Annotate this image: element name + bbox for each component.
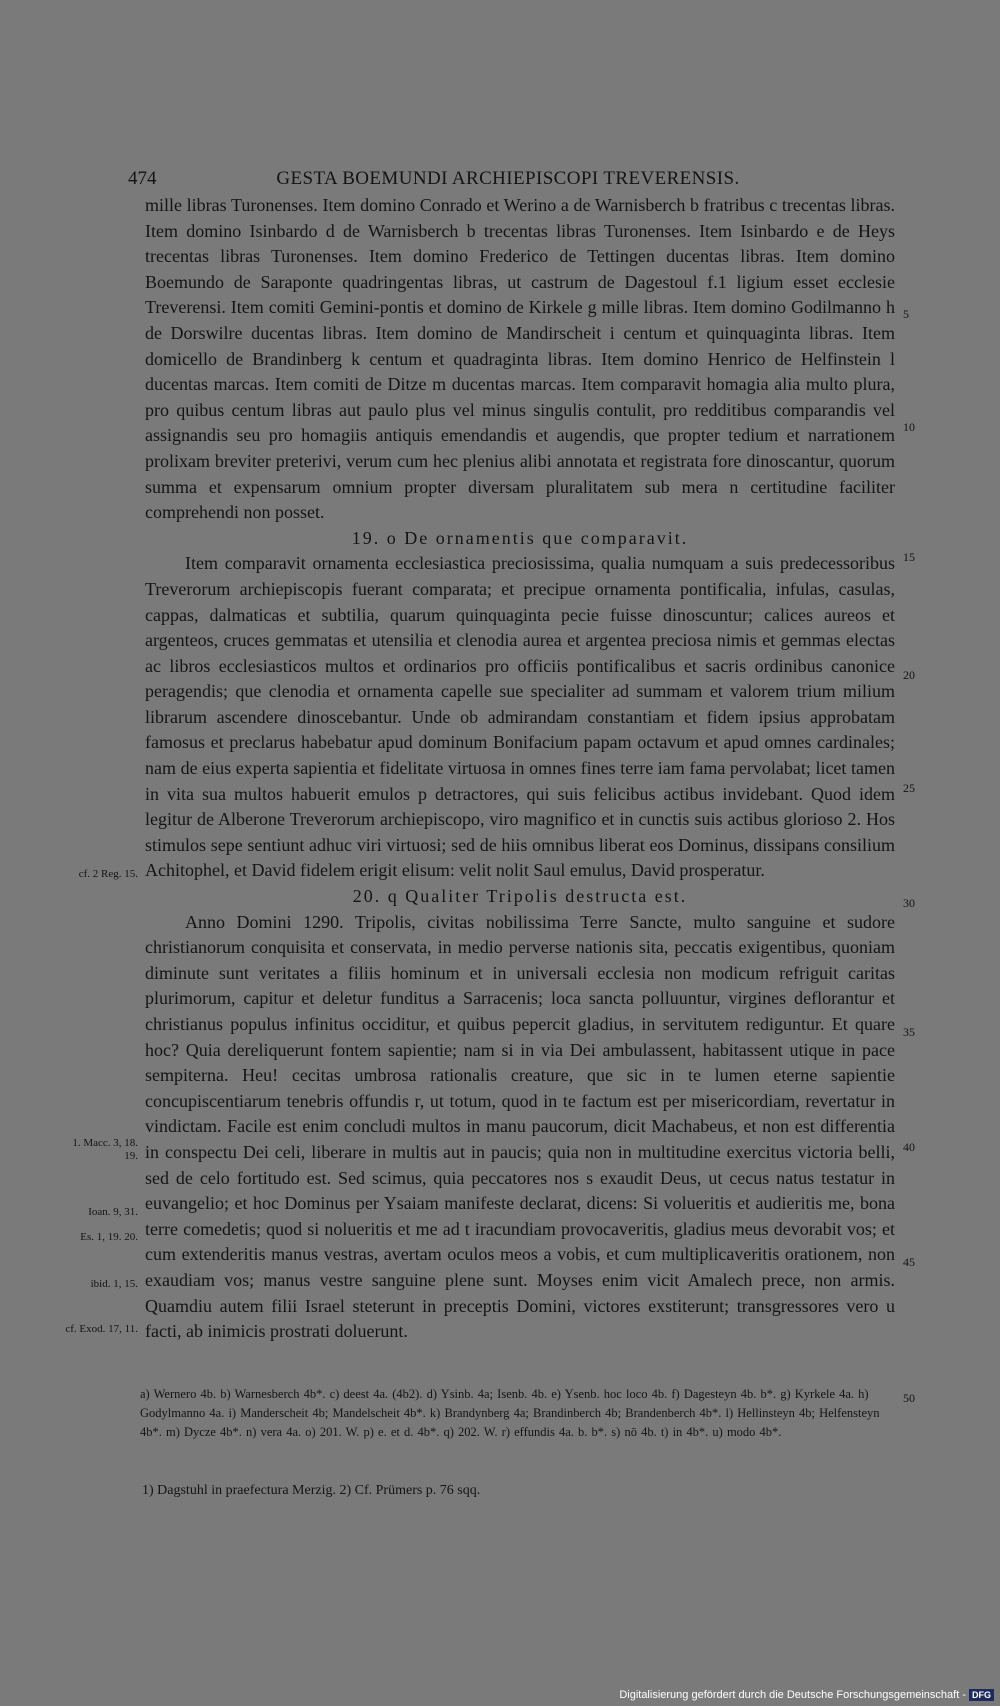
margin-note: Es. 1, 19. 20. <box>80 1231 138 1243</box>
line-number-50: 50 <box>903 1391 915 1405</box>
footnote-text: a) Wernero 4b. b) Warnesberch 4b*. c) deest 4a. (4b2). d) Ysinb. 4a; Isenb. 4b. e) Ysenb. hoc loco 4b. f) Dagesteyn 4b. b*. g) Kyrkele 4a. h) Godylmanno 4a. i) Manderscheit 4b; Mandelscheit 4b*. k) Brandynberg 4a; Brandinberch 4b; Brandenberch 4b*. l) Hellinsteyn 4b; Helfensteyn 4b*. m) Dycze 4b*. n) vera 4a. o) 201. W. p) e. et d. 4b*. q) 202. W. r) effundis 4a. b. b*. s) nō 4b. t) in 4b*. u) modo 4b*. <box>140 1387 880 1439</box>
line-number-45: 45 <box>903 1255 915 1269</box>
page-header <box>128 168 888 196</box>
margin-note: cf. 2 Reg. 15. <box>78 868 138 880</box>
footnotes <box>140 1385 895 1442</box>
margin-note: 1. Macc. 3, 18. 19. <box>72 1137 138 1162</box>
paragraph-1: mille libras Turonenses. Item domino Conrado et Werino a de Warnisberch b fratribus c trecentas libras. Item domino Isinbardo d de Warnisberch b trecentas libras Turonenses. Item Isinbardo e de Heys trecentas libras Turonenses. Item domino Frederico de Tettingen ducentas libras. Item domino Boemundo de Saraponte quadringentas libras, ut castrum de Dagestoul f.1 ligium esset ecclesie Treverensi. Item comiti Gemini-pontis et domino de Kirkele g mille libras. Item domino Godilmanno h de Dorswilre ducentas libras. Item domino de Mandirscheit i centum et quinquaginta libras. Item domicello de Brandinberg k centum et quadraginta libras. Item domino Henrico de Helfinstein l ducentas marcas. Item comiti de Ditze m ducentas marcas. Item comparavit homagia alia multo plura, pro quibus centum libras aut paulo plus vel minus singulis contulit, pro redditibus comparandis vel assignandis seu pro homagiis antiquis emendandis et augendis, que propter tedium et narrationem prolixam breviter preterivi, verum cum hec plenius alibi annotata et registrata fore dinoscantur, quorum summa et expensarum omnium propter diversam pluralitatem sub mera n certitudine faciliter comprehendi non posset. <box>145 195 895 523</box>
line-number-35: 35 <box>903 1025 915 1039</box>
references: 1) Dagstuhl in praefectura Merzig. 2) Cf. Prümers p. 76 sqq. <box>142 1483 481 1498</box>
digitization-credit <box>619 1689 994 1701</box>
margin-note: ibid. 1, 15. <box>90 1278 138 1290</box>
main-text <box>145 193 895 1345</box>
paragraph-3: Anno Domini 1290. Tripolis, civitas nobilissima Terre Sancte, multo sanguine et sudore christianorum conquisita et conservata, in medio perverse nationis sita, peccatis exigentibus, quoniam diminute sunt veritates a filiis hominum et in universali ecclesia non modicum refriguit caritas plurimorum, capitur et deletur funditus a Sarracenis; loca sancta polluuntur, virgines deflorantur et christianus populus infinitus occiditur, et quibus pepercit gladius, in servitutem rediguntur. Et quare hoc? Quia dereliquerunt fontem sapientie; nam si in via Dei ambulassent, habitassent utique in pace sempiterna. Heu! cecitas umbrosa rationalis creature, que sic in te lumen eterne sapientie concupiscentiarum tenebris offundis r, ut totum, quod in te factum est per misericordiam, revertatur in vindictam. Facile est enim concludi multos in manu paucorum, dicit Machabeus, et non est differentia in conspectu Dei celi, liberare in multis aut in paucis; quia non in multitudine exercitus victoria belli, sed de celo fortitudo est. Sed scimus, quia peccatores nos s exaudit Deus, ut cecus natus testatur in euvangelio; et hoc Dominus per Ysaiam manifeste declarat, dicens: Si volueritis et audieritis me, bona terre comedetis; quod si nolueritis et me ad t iracundiam provocaveritis, gladius meus devorabit vos; et cum extenderitis manus vestras, avertam oculos meos a vobis, et cum multiplicaveritis orationem, non exaudiam vos; manus vestre sanguine plene sunt. Moyses enim vicit Amalech prece, non armis. Quamdiu autem filii Israel steterunt in preceptis Domini, victores exstiterunt; transgressores vero u facti, ab inimicis prostrati doluerunt. <box>145 911 895 1342</box>
dfg-logo-icon: DFG <box>969 1689 994 1701</box>
margin-note: cf. Exod. 17, 11. <box>65 1323 138 1335</box>
section-heading-20: 20. q Qualiter Tripolis destructa est. <box>352 886 688 907</box>
line-number-15: 15 <box>903 550 915 564</box>
digitization-text: Digitalisierung gefördert durch die Deutsche Forschungsgemeinschaft - <box>619 1689 966 1701</box>
section-heading-19: 19. o De ornamentis que comparavit. <box>351 527 689 548</box>
line-number-10: 10 <box>903 420 915 434</box>
line-number-30: 30 <box>903 896 915 910</box>
line-number-40: 40 <box>903 1140 915 1154</box>
paragraph-2: Item comparavit ornamenta ecclesiastica preciosissima, qualia numquam a suis predecessoribus Treverorum archiepiscopis fuerant comparata; et precipue ornamenta pontificalia, infulas, casulas, cappas, dalmaticas et subtilia, quarum quinquaginta pecie fuisse dinoscuntur; calices aureos et argenteos, cruces gemmatas et utensilia et clenodia aurea et argentea preciosa nimis et gemmas electas ac libros ecclesiasticos multos et ordinarios pro officiis pontificalibus et sacris ordinibus canonice peragendis; que clenodia et ornamenta capelle sue specialiter ad summam et valorem trium milium librarum ascendere dinoscebantur. Unde ob admirandam constantiam et fidem ipsius approbatam famosus et preclarus habebatur apud dominum Bonifacium papam octavum et apud omnes cardinales; nam de eius experta sapientia et fidelitate virtuosa in omnes fines terre iam fama pervolabat; licet tamen in vita sua multos habuerit emulos p detractores, qui suis felicibus actibus invidebant. Quod idem legitur de Alberone Treverorum archiepiscopo, viro magnifico et in cunctis suis actibus glorioso 2. Hos stimulos sepe sentiunt adhuc viri virtuosi; sed de hiis omnibus liberat eos Dominus, dissipans consilium Achitophel, et David fidelem erigit elisum: velit nolit Saul emulus, David prosperatur. <box>145 553 895 881</box>
margin-note: Ioan. 9, 31. <box>88 1206 138 1218</box>
running-title: GESTA BOEMUNDI ARCHIEPISCOPI TREVERENSIS. <box>276 168 740 189</box>
page-number: 474 <box>128 168 157 189</box>
line-number-25: 25 <box>903 781 915 795</box>
line-number-20: 20 <box>903 668 915 682</box>
line-number-5: 5 <box>903 307 909 321</box>
